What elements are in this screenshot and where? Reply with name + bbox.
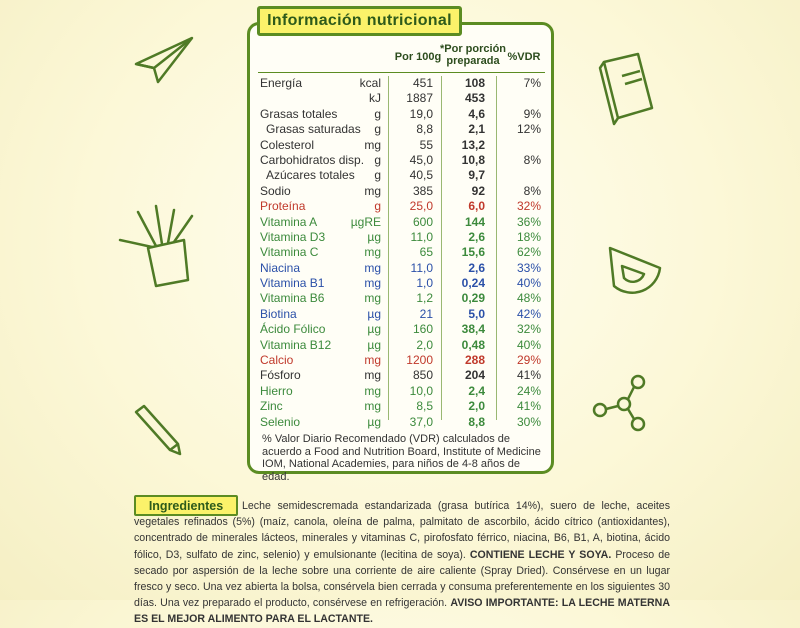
nutrient-name: Sodio: [260, 183, 291, 198]
value-per-100g: 451: [412, 76, 433, 90]
value-per-portion: 92: [471, 183, 485, 198]
value-per-100g: 45,0: [409, 152, 433, 167]
nutrient-name: Fósforo: [260, 368, 301, 383]
value-per-100g: 1,0: [416, 276, 433, 291]
table-row: [258, 138, 545, 153]
molecule-icon: [588, 368, 658, 438]
value-per-portion: 0,29: [461, 291, 485, 306]
value-vdr: 40%: [516, 276, 541, 291]
table-row: [258, 107, 545, 122]
value-per-portion: 4,6: [468, 106, 485, 121]
nutrient-unit: g: [374, 168, 381, 183]
value-per-portion: 108: [464, 76, 485, 90]
nutrient-name: Vitamina C: [260, 245, 319, 260]
value-per-100g: 37,0: [409, 414, 433, 429]
value-per-100g: 600: [412, 214, 433, 229]
panel-title: Información nutricional: [257, 6, 462, 36]
nutrient-unit: mg: [364, 353, 381, 368]
value-per-portion: 2,6: [468, 260, 485, 275]
value-per-portion: 2,0: [468, 399, 485, 414]
header-divider: [258, 72, 545, 73]
nutrient-name: Vitamina B6: [260, 291, 325, 306]
value-per-portion: 6,0: [468, 199, 485, 214]
table-row: [258, 415, 545, 430]
value-per-100g: 25,0: [409, 199, 433, 214]
header-per100: Por 100g: [394, 51, 442, 63]
value-per-portion: 9,7: [468, 168, 485, 183]
value-vdr: 48%: [516, 291, 541, 306]
nutrient-unit: mg: [364, 245, 381, 260]
nutrient-unit: mg: [364, 383, 381, 398]
pencil-cup-icon: [112, 200, 202, 290]
header-portion-line1: *Por porción: [440, 43, 507, 55]
nutrient-name: Biotina: [260, 306, 297, 321]
table-row: [258, 230, 545, 245]
nutrition-table: [258, 76, 545, 430]
nutrient-name: Energía: [260, 76, 303, 90]
value-vdr: 40%: [516, 337, 541, 352]
value-vdr: 24%: [516, 383, 541, 398]
table-row: [258, 322, 545, 337]
nutrient-unit: µg: [367, 322, 381, 337]
table-row: [258, 384, 545, 399]
value-vdr: 42%: [516, 306, 541, 321]
value-per-100g: 1887: [406, 91, 433, 106]
value-per-100g: 8,8: [416, 122, 433, 137]
nutrient-name: Proteína: [260, 199, 306, 214]
table-row: [258, 261, 545, 276]
nutrient-name: Selenio: [260, 414, 301, 429]
value-vdr: 7%: [523, 76, 541, 90]
pencil-icon: [128, 400, 188, 460]
nutrient-unit: mg: [364, 183, 381, 198]
book-icon: [592, 48, 662, 128]
value-per-100g: 55: [419, 137, 433, 152]
header-portion-line2: preparada: [446, 55, 500, 67]
value-per-portion: 2,6: [468, 229, 485, 244]
nutrient-name: Grasas totales: [260, 106, 338, 121]
value-per-portion: 5,0: [468, 306, 485, 321]
value-per-100g: 1200: [406, 353, 433, 368]
nutrient-unit: mg: [364, 260, 381, 275]
value-per-100g: 385: [412, 183, 433, 198]
value-per-portion: 2,4: [468, 383, 485, 398]
value-per-100g: 1,2: [416, 291, 433, 306]
important-warning: AVISO IMPORTANTE: LA LECHE MATERNA ES EL MEJOR ALIMENTO PARA EL LACTANTE.: [134, 597, 670, 626]
nutrient-name: Vitamina A: [260, 214, 318, 229]
value-per-100g: 8,5: [416, 399, 433, 414]
value-per-portion: 288: [464, 353, 485, 368]
nutrient-name: Vitamina B12: [260, 337, 332, 352]
nutrient-unit: kcal: [359, 76, 381, 90]
value-per-100g: 21: [419, 306, 433, 321]
nutrient-name: Ácido Fólico: [260, 322, 326, 337]
value-per-portion: 0,48: [461, 337, 485, 352]
ingredients-label: Ingredientes: [134, 495, 238, 516]
table-row: [258, 184, 545, 199]
storage-instructions: Proceso de secado por aspersión de la leche sobre una corriente de aire caliente (Spray Dried). Consérvese en un lugar fresco y seco. Una vez abierta la bolsa, consérvela bien cerrada y consuma preferentemente en los siguientes 30 días. Una vez preparado el producto, consérvese en refrigeración.: [134, 548, 671, 610]
nutrient-unit: mg: [364, 137, 381, 152]
table-row: [258, 76, 545, 91]
value-vdr: 32%: [516, 322, 541, 337]
header-portion: [440, 43, 506, 67]
table-row: [258, 153, 545, 168]
value-vdr: 29%: [516, 353, 541, 368]
nutrient-name: Colesterol: [260, 137, 315, 152]
value-per-portion: 453: [464, 91, 485, 106]
nutrient-unit: mg: [364, 399, 381, 414]
value-per-portion: 2,1: [468, 122, 485, 137]
header-vdr: %VDR: [507, 51, 541, 63]
ingredients-list: Leche semidescremada estandarizada (grasa butírica 14%), suero de leche, aceites vegetales refinados (5%) (maíz, canola, oleína de palma, palmitato de ascorbilo, ácido cítrico (antioxidantes), concentrado de minerales lácteos, minerales y vitaminas C, pirofosfato férrico, niacina, B6, B1, A, biotina, ácido fólico, D3, sulfato de zinc, selenio) y emulsionante (lecitina de soya).: [134, 500, 670, 561]
value-per-100g: 160: [412, 322, 433, 337]
value-vdr: 9%: [523, 106, 541, 121]
nutrient-unit: mg: [364, 368, 381, 383]
value-vdr: 41%: [516, 368, 541, 383]
nutrient-unit: µg: [367, 414, 381, 429]
nutrient-name: Niacina: [260, 260, 301, 275]
value-per-100g: 11,0: [410, 229, 433, 244]
value-per-100g: 10,0: [409, 383, 433, 398]
value-per-portion: 10,8: [461, 152, 485, 167]
nutrient-unit: µg: [367, 337, 381, 352]
value-vdr: 8%: [523, 183, 541, 198]
value-per-100g: 19,0: [409, 106, 433, 121]
nutrient-name: Zinc: [260, 399, 283, 414]
value-per-portion: 204: [464, 368, 485, 383]
value-vdr: 41%: [516, 399, 541, 414]
value-vdr: 30%: [516, 414, 541, 429]
value-per-portion: 13,2: [461, 137, 485, 152]
value-vdr: 36%: [516, 214, 541, 229]
ingredients-text: [134, 498, 670, 628]
nutrient-name: Calcio: [260, 353, 294, 368]
nutrient-name: Vitamina B1: [260, 276, 325, 291]
value-per-portion: 38,4: [461, 322, 485, 337]
nutrient-unit: mg: [364, 291, 381, 306]
value-vdr: 32%: [516, 199, 541, 214]
nutrient-name: Vitamina D3: [260, 229, 326, 244]
value-vdr: 18%: [516, 229, 541, 244]
value-per-100g: 11,0: [410, 260, 433, 275]
value-vdr: 33%: [516, 260, 541, 275]
nutrient-name: Hierro: [260, 383, 293, 398]
value-per-100g: 2,0: [416, 337, 433, 352]
nutrient-unit: kJ: [369, 91, 381, 106]
table-row: [258, 199, 545, 214]
value-vdr: 8%: [523, 152, 541, 167]
nutrient-unit: µgRE: [350, 214, 381, 229]
nutrient-unit: µg: [367, 306, 381, 321]
table-row: [258, 307, 545, 322]
nutrient-unit: µg: [367, 229, 381, 244]
nutrient-unit: g: [374, 106, 381, 121]
nutrient-name: Grasas saturadas: [266, 122, 361, 137]
table-row: [258, 122, 545, 137]
nutrient-unit: g: [374, 122, 381, 137]
value-vdr: 12%: [516, 122, 541, 137]
table-row: [258, 91, 545, 106]
value-per-100g: 65: [419, 245, 433, 260]
table-row: [258, 291, 545, 306]
value-per-portion: 144: [464, 214, 485, 229]
nutrient-name: Azúcares totales: [266, 168, 355, 183]
nutrient-unit: mg: [364, 276, 381, 291]
table-row: [258, 338, 545, 353]
table-row: [258, 245, 545, 260]
nutrient-unit: g: [374, 199, 381, 214]
table-row: [258, 399, 545, 414]
value-per-portion: 15,6: [461, 245, 485, 260]
footnote: % Valor Diario Recomendado (VDR) calculados de acuerdo a Food and Nutrition Board, Institute of Medicine IOM, National Academies, para niños de 4-8 años de edad.: [262, 433, 541, 483]
table-row: [258, 368, 545, 383]
nutrient-name: Carbohidratos disp.: [260, 152, 365, 167]
allergen-notice: CONTIENE LECHE Y SOYA.: [469, 548, 612, 561]
protractor-icon: [600, 228, 670, 298]
table-row: [258, 353, 545, 368]
table-row: [258, 215, 545, 230]
value-per-100g: 40,5: [409, 168, 433, 183]
nutrient-unit: g: [374, 152, 381, 167]
paper-plane-icon: [128, 30, 198, 90]
table-row: [258, 276, 545, 291]
value-vdr: 62%: [516, 245, 541, 260]
value-per-100g: 850: [412, 368, 433, 383]
table-row: [258, 168, 545, 183]
value-per-portion: 8,8: [468, 414, 485, 429]
value-per-portion: 0,24: [461, 276, 485, 291]
